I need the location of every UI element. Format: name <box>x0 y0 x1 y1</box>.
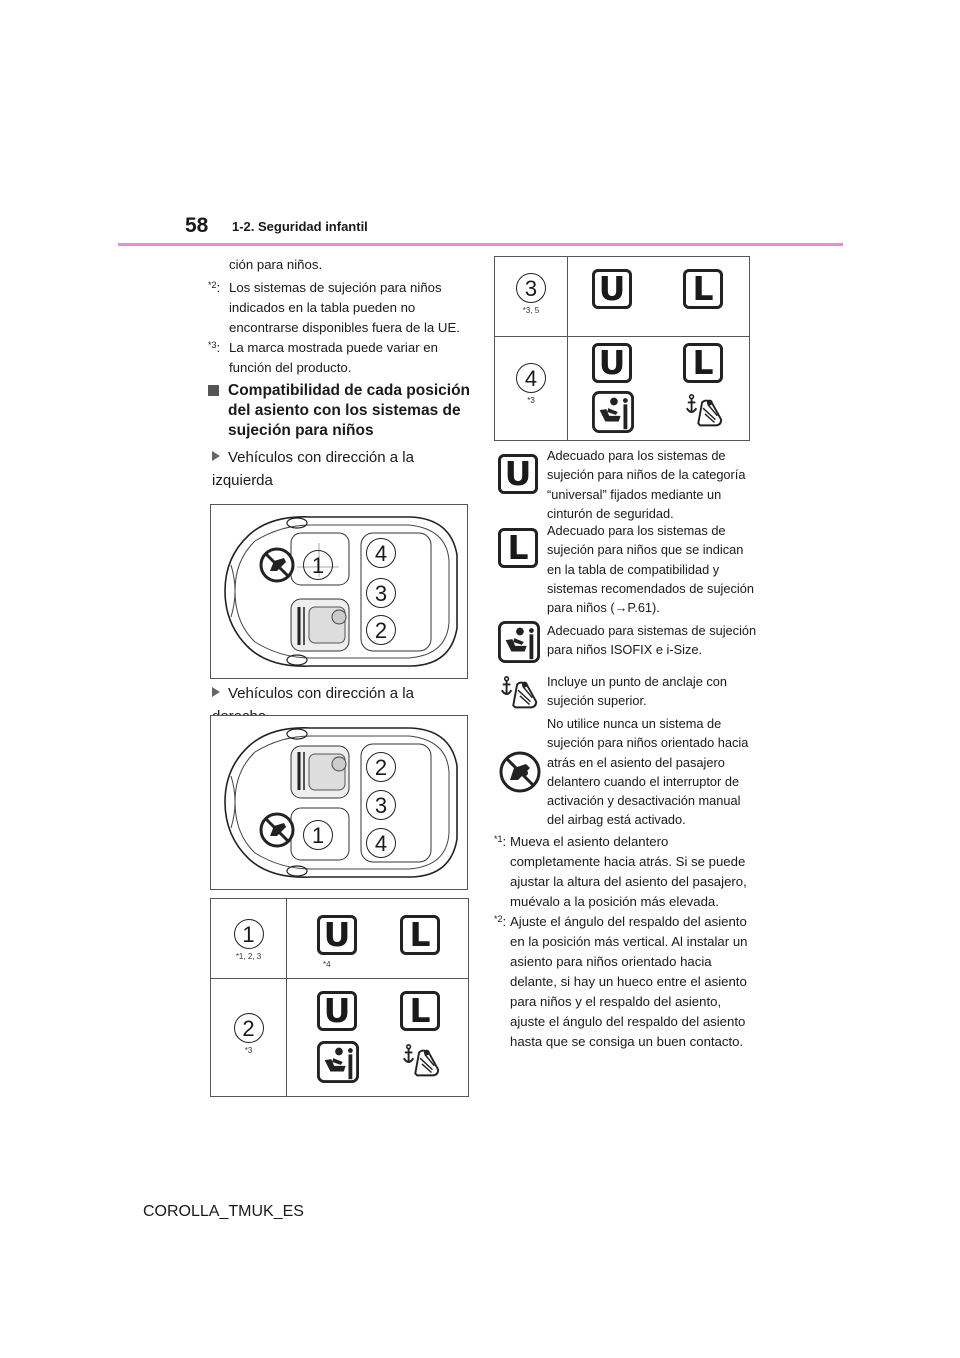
table-row <box>495 337 750 441</box>
footnote-2: $^{*2}$: Los sistemas de sujeción para niños indicados en la tabla pueden no encontrarse disponibles fuera de la UE. <box>208 278 470 338</box>
position-note: *3 <box>527 396 535 405</box>
footnote-1: $^{*1}$: Mueva el asiento delantero completamente hacia atrás. Si se puede ajustar la altura del asiento del pasajero, muévalo a la posición más elevada. <box>494 832 756 912</box>
position-cell <box>211 979 287 1097</box>
icons-cell <box>287 899 469 979</box>
position-note: *3, 5 <box>522 306 540 315</box>
section-heading: Compatibilidad de cada posición del asiento con los sistemas de sujeción para niños <box>208 381 470 441</box>
car-diagram-lhd <box>210 504 468 679</box>
icons-cell <box>568 337 750 441</box>
compat-table-right <box>494 256 750 441</box>
subheading-lhd: Vehículos con dirección a la izquierda <box>212 449 414 489</box>
legend-text-anchor: Incluye un punto de anclaje con sujeción superior. <box>547 674 727 709</box>
position-number: 2 <box>234 1013 264 1043</box>
specific-l-icon: L <box>400 915 440 955</box>
header-rule <box>118 243 843 246</box>
icon-note: *4 <box>323 960 331 969</box>
universal-u-icon: U <box>317 991 357 1031</box>
table-row <box>211 899 469 979</box>
position-number: 3 <box>516 273 546 303</box>
footnote-text: Mueva el asiento delantero completamente hacia atrás. Si se puede ajustar la altura del asiento del pasajero, muévalo a la posición más elevada. <box>510 834 747 909</box>
top-tether-anchor-icon <box>683 391 725 433</box>
specific-l-icon: L <box>683 269 723 309</box>
legend-text-warning: No utilice nunca un sistema de sujeción para niños orientado hacia atrás en el asiento del pasajero delantero cuando el interruptor de activación y desactivación manual del airbag está activado. <box>547 716 749 828</box>
isofix-seat-icon <box>317 1041 359 1083</box>
footnote-text: Los sistemas de sujeción para niños indicados en la tabla pueden no encontrarse disponibles fuera de la UE. <box>229 280 460 335</box>
document-code: COROLLA_TMUK_ES <box>143 1203 304 1220</box>
position-cell <box>495 337 568 441</box>
compat-table-left <box>210 898 469 1097</box>
universal-u-icon: U <box>317 915 357 955</box>
footnote-mark: *3 <box>208 340 217 350</box>
table-row <box>495 257 750 337</box>
specific-l-icon: L <box>498 528 538 568</box>
icons-cell <box>287 979 469 1097</box>
specific-l-icon: L <box>683 343 723 383</box>
legend-text-universal: Adecuado para los sistemas de sujeción para niños de la categoría “universal” fijados mediante un cinturón de seguridad. <box>547 448 746 521</box>
table-row <box>211 979 469 1097</box>
position-note: *1, 2, 3 <box>235 952 262 961</box>
triangle-bullet-icon <box>212 687 220 697</box>
legend-text-isofix: Adecuado para sistemas de sujeción para niños ISOFIX e i-Size. <box>547 623 757 658</box>
seat-position-label: 2 <box>366 752 396 782</box>
isofix-seat-icon <box>498 621 540 663</box>
footnote-mark: *2 <box>208 280 217 290</box>
footnote-text: Ajuste el ángulo del respaldo del asiento en la posición más vertical. Al instalar un asiento para niños orientado hacia delante, si hay un hueco entre el asiento para niños y el respaldo del asiento, ajuste el ángulo del respaldo del asiento hasta que se consiga un buen contacto. <box>510 914 748 1049</box>
footnote-mark: *1 <box>494 834 503 844</box>
footnote-mark: *2 <box>494 914 503 924</box>
seat-position-label: 1 <box>303 550 333 580</box>
footnote-2-right: $^{*2}$: Ajuste el ángulo del respaldo del asiento en la posición más vertical. Al instalar un asiento para niños orientado hacia delante, si hay un hueco entre el asiento para niños y el respaldo del asiento, ajuste el ángulo del respaldo del asiento hasta que se consiga un buen contacto. <box>494 912 756 1052</box>
footnote-text: La marca mostrada puede variar en función del producto. <box>229 340 438 375</box>
position-cell <box>211 899 287 979</box>
universal-u-icon: U <box>498 454 538 494</box>
section-title: 1-2. Seguridad infantil <box>232 219 368 234</box>
footnote-3: $^{*3}$: La marca mostrada puede variar en función del producto. <box>208 338 470 378</box>
isofix-seat-icon <box>592 391 634 433</box>
universal-u-icon: U <box>592 269 632 309</box>
subheading-rhd: Vehículos con dirección a la <box>212 682 470 728</box>
position-number: 1 <box>234 919 264 949</box>
seat-position-label: 1 <box>303 820 333 850</box>
universal-u-icon: U <box>592 343 632 383</box>
position-note: *3 <box>244 1046 253 1055</box>
triangle-bullet-icon <box>212 451 220 461</box>
seat-position-label: 4 <box>366 538 396 568</box>
no-rear-facing-icon <box>498 750 542 794</box>
icons-cell <box>568 257 750 337</box>
seat-position-label: 3 <box>366 790 396 820</box>
seat-position-label: 3 <box>366 578 396 608</box>
specific-l-icon: L <box>400 991 440 1031</box>
square-bullet-icon <box>208 385 219 396</box>
car-diagram-rhd <box>210 715 468 890</box>
top-tether-anchor-icon <box>498 673 540 715</box>
position-number: 4 <box>516 363 546 393</box>
page-number: 58 <box>185 214 209 237</box>
seat-position-label: 4 <box>366 828 396 858</box>
position-cell <box>495 257 568 337</box>
legend-text-specific: Adecuado para los sistemas de sujeción para niños que se indican en la tabla de compatibilidad y sistemas recomendados de sujeción para niños (→P.61). <box>547 523 754 616</box>
continued-text: ción para niños. <box>229 257 323 272</box>
top-tether-anchor-icon <box>400 1041 442 1083</box>
seat-position-label: 2 <box>366 615 396 645</box>
